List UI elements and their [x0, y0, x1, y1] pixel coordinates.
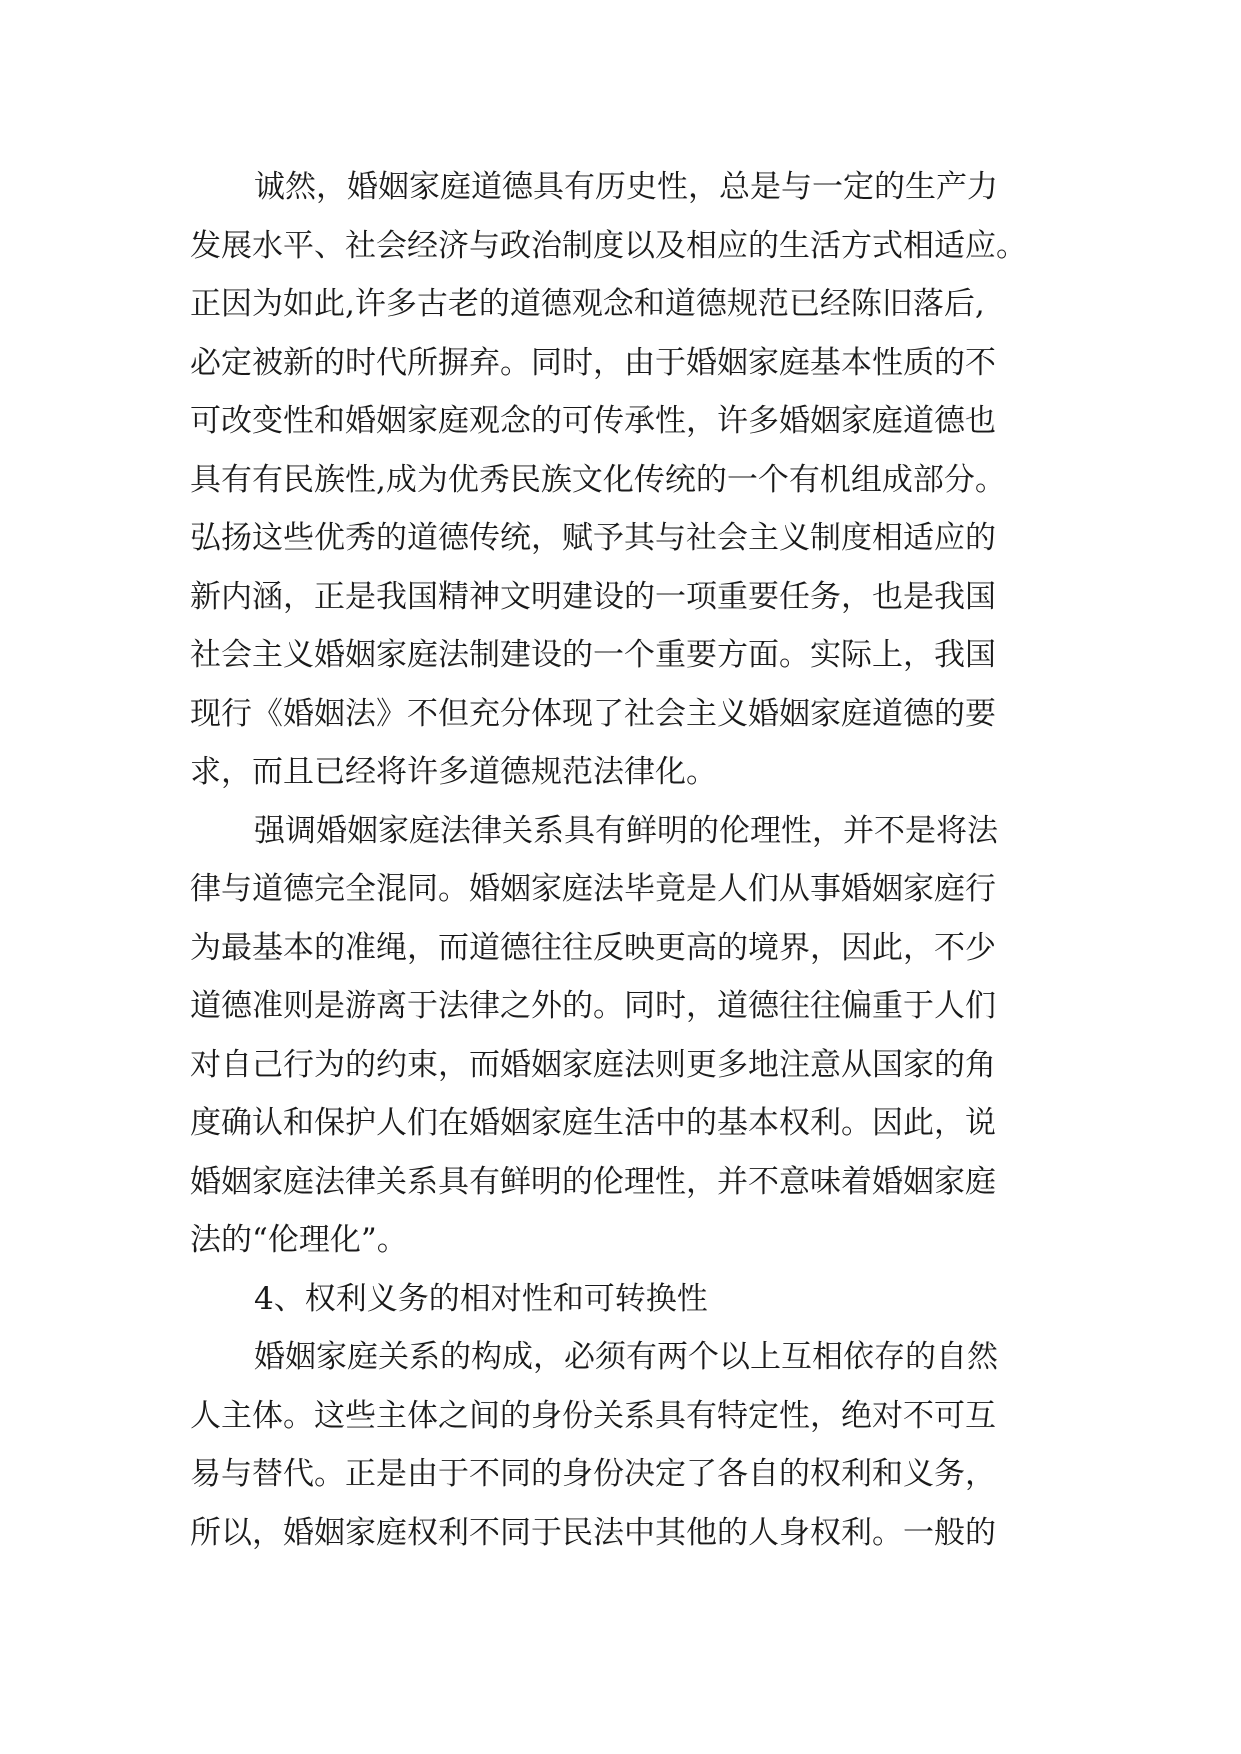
text-line: 强调婚姻家庭法律关系具有鲜明的伦理性，并不是将法 [254, 812, 998, 849]
text-line: 正因为如此,许多古老的道德观念和道德规范已经陈旧落后, [190, 286, 985, 322]
heading-line: 4、权利义务的相对性和可转换性 [254, 1280, 708, 1317]
text-line: 新内涵，正是我国精神文明建设的一项重要任务，也是我国 [190, 578, 996, 615]
text-line: 具有有民族性,成为优秀民族文化传统的一个有机组成部分。 [190, 461, 1006, 498]
text-line: 为最基本的准绳，而道德往往反映更高的境界，因此，不少 [190, 929, 996, 966]
text-line: 律与道德完全混同。婚姻家庭法毕竟是人们从事婚姻家庭行 [190, 871, 996, 907]
text-line: 发展水平、社会经济与政治制度以及相应的生活方式相适应。 [190, 227, 1027, 264]
paragraph-1 [190, 158, 1070, 802]
text-line: 法的“伦理化”。 [190, 1222, 408, 1258]
text-line: 社会主义婚姻家庭法制建设的一个重要方面。实际上，我国 [190, 637, 996, 673]
text-line: 诚然，婚姻家庭道德具有历史性，总是与一定的生产力 [254, 169, 998, 205]
text-line: 对自己行为的约束，而婚姻家庭法则更多地注意从国家的角 [190, 1046, 996, 1083]
text-line: 道德准则是游离于法律之外的。同时，道德往往偏重于人们 [190, 988, 996, 1024]
text-line: 所以，婚姻家庭权利不同于民法中其他的人身权利。一般的 [190, 1514, 996, 1551]
text-line: 度确认和保护人们在婚姻家庭生活中的基本权利。因此，说 [190, 1105, 996, 1141]
paragraph-2 [190, 802, 1070, 1270]
text-line: 人主体。这些主体之间的身份关系具有特定性，绝对不可互 [190, 1397, 996, 1434]
text-line: 弘扬这些优秀的道德传统，赋予其与社会主义制度相适应的 [190, 520, 996, 556]
text-line: 必定被新的时代所摒弃。同时，由于婚姻家庭基本性质的不 [190, 344, 996, 381]
text-line: 可改变性和婚姻家庭观念的可传承性，许多婚姻家庭道德也 [190, 403, 996, 439]
text-line: 现行《婚姻法》不但充分体现了社会主义婚姻家庭道德的要 [190, 695, 996, 732]
section-heading [190, 1270, 1070, 1329]
text-line: 求，而且已经将许多道德规范法律化。 [190, 754, 717, 790]
text-line: 婚姻家庭法律关系具有鲜明的伦理性，并不意味着婚姻家庭 [190, 1163, 996, 1200]
document-body [190, 158, 1070, 1562]
text-line: 易与替代。正是由于不同的身份决定了各自的权利和义务， [190, 1456, 996, 1492]
text-line: 婚姻家庭关系的构成，必须有两个以上互相依存的自然 [254, 1339, 998, 1375]
paragraph-4 [190, 1328, 1070, 1562]
